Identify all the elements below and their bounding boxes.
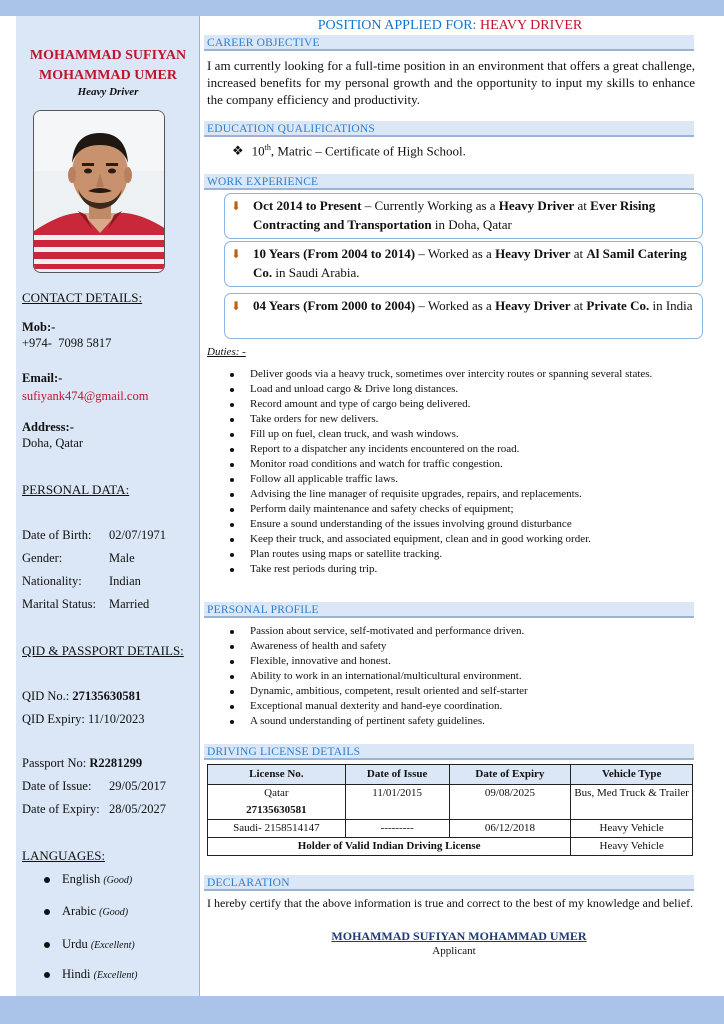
table-cell: 09/08/2025: [449, 785, 571, 820]
list-item: Exceptional manual dexterity and hand-eye coordination.: [230, 699, 696, 714]
work-period: 04 Years (From 2000 to 2004): [253, 298, 416, 313]
column-header: Date of Issue: [345, 765, 449, 785]
signature-name: MOHAMMAD SUFIYAN MOHAMMAD UMER: [331, 929, 587, 943]
personal-value: Indian: [109, 574, 141, 588]
education-grade: 10: [251, 143, 265, 159]
work-period: Oct 2014 to Present: [253, 198, 362, 213]
language-item: [44, 904, 128, 919]
contact-heading: CONTACT DETAILS:: [22, 290, 143, 305]
passport-number: [22, 756, 142, 771]
education-item: [232, 143, 466, 159]
work-item: [224, 241, 703, 287]
bullet-icon: [44, 877, 50, 883]
arrow-bullet-icon: ⬇: [231, 299, 242, 313]
work-period: 10 Years (From 2004 to 2014): [253, 246, 416, 261]
position-label: POSITION APPLIED FOR:: [317, 18, 480, 33]
education-heading: EDUCATION QUALIFICATIONS: [204, 121, 694, 137]
language-level: (Excellent): [90, 940, 135, 951]
list-item: A sound understanding of pertinent safety guidelines.: [230, 714, 696, 729]
qid-number-label: QID No.:: [22, 689, 73, 703]
address-value: Doha, Qatar: [22, 436, 84, 450]
career-objective-heading: CAREER OBJECTIVE: [204, 35, 694, 51]
work-text: at: [570, 246, 587, 261]
personal-row-nationality: [22, 574, 198, 589]
list-item: Passion about service, self-motivated and performance driven.: [230, 624, 696, 639]
passport-number-label: Passport No:: [22, 756, 90, 770]
table-cell: Heavy Vehicle: [571, 820, 693, 838]
position-title: [204, 18, 696, 34]
table-row: [208, 838, 693, 856]
personal-key: Nationality:: [22, 574, 82, 588]
education-grade-suffix: th: [264, 143, 271, 152]
language-item: [44, 967, 137, 982]
diamond-bullet-icon: ❖: [232, 143, 244, 159]
work-place: in Doha, Qatar: [431, 217, 512, 232]
work-place: in Saudi Arabia.: [272, 265, 360, 280]
list-item: Fill up on fuel, clean truck, and wash windows.: [230, 427, 696, 442]
declaration-heading: DECLARATION: [204, 875, 694, 891]
top-band: [0, 0, 724, 16]
table-cell: Heavy Vehicle: [571, 838, 693, 856]
work-text: – Worked as a: [415, 246, 496, 261]
name-line-1: MOHAMMAD SUFIYAN: [29, 48, 187, 63]
list-item: Ensure a sound understanding of the issues involving ground disturbance: [230, 517, 696, 532]
work-role: Heavy Driver: [498, 198, 575, 213]
list-item: Advising the line manager of requisite upgrades, repairs, and replacements.: [230, 487, 696, 502]
languages-heading: LANGUAGES:: [22, 848, 106, 863]
career-objective-text: I am currently looking for a full-time position in an environment that offers a great challenge, increased benefits for my personal growth and the opportunity to input my skills to enhance the company efficiency and productivity.: [207, 58, 695, 107]
language-level: (Good): [99, 907, 129, 918]
table-row: [208, 820, 693, 838]
column-header: License No.: [208, 765, 346, 785]
passport-issue: [22, 779, 198, 794]
work-role: Heavy Driver: [495, 246, 571, 261]
list-item: Ability to work in an international/multicultural environment.: [230, 669, 696, 684]
work-item: [224, 193, 703, 239]
list-item: Load and unload cargo & Drive long distances.: [230, 382, 696, 397]
license-heading: DRIVING LICENSE DETAILS: [204, 744, 694, 760]
address-label: Address:-: [22, 420, 74, 434]
personal-profile-list: [230, 624, 696, 729]
personal-row-gender: [22, 551, 198, 566]
qid-number: [22, 689, 141, 704]
qid-number-value: 27135630581: [72, 689, 142, 703]
list-item: Deliver goods via a heavy truck, sometimes over intercity routes or spanning several states.: [230, 367, 696, 382]
profile-photo: [33, 110, 165, 273]
bottom-band: [0, 996, 724, 1024]
list-item: Record amount and type of cargo being delivered.: [230, 397, 696, 412]
personal-profile-heading: PERSONAL PROFILE: [204, 602, 694, 618]
list-item: Follow all applicable traffic laws.: [230, 472, 696, 487]
language-name: Arabic: [62, 904, 100, 918]
list-item: Report to a dispatcher any incidents encountered on the road.: [230, 442, 696, 457]
passport-expiry-key: Date of Expiry:: [22, 802, 100, 816]
qid-heading: QID & PASSPORT DETAILS:: [22, 643, 184, 658]
list-item: Dynamic, ambitious, competent, result oriented and self-starter: [230, 684, 696, 699]
bullet-icon: [44, 942, 50, 948]
personal-heading: PERSONAL DATA:: [22, 482, 130, 497]
personal-key: Date of Birth:: [22, 528, 92, 542]
table-row: [208, 785, 693, 820]
candidate-role: Heavy Driver: [77, 86, 139, 98]
work-text: – Currently Working as a: [361, 198, 499, 213]
name-line-2: MOHAMMAD UMER: [38, 68, 178, 83]
language-item: [44, 872, 132, 887]
duties-list: [230, 367, 696, 577]
table-cell: Holder of Valid Indian Driving License: [208, 838, 571, 856]
list-item: Take orders for new delivers.: [230, 412, 696, 427]
table-cell: Saudi- 2158514147: [208, 820, 346, 838]
list-item: Keep their truck, and associated equipment, clean and in good working order.: [230, 532, 696, 547]
bullet-icon: [44, 972, 50, 978]
passport-number-value: R2281299: [89, 756, 143, 770]
language-item: [44, 937, 135, 952]
portrait-image: [34, 111, 165, 273]
work-place: in India: [649, 298, 693, 313]
personal-value: 02/07/1971: [109, 528, 166, 542]
education-detail: , Matric – Certificate of High School.: [270, 143, 466, 159]
mobile-value: +974- 7098 5817: [22, 336, 112, 350]
work-text: at: [570, 298, 587, 313]
signature-role: Applicant: [432, 945, 476, 957]
table-cell: 11/01/2015: [345, 785, 449, 820]
work-role: Heavy Driver: [495, 298, 571, 313]
work-company: Ever Rising Contracting and Transportation: [253, 198, 656, 232]
table-cell: [208, 785, 346, 820]
language-name: Hindi: [62, 967, 94, 981]
passport-issue-key: Date of Issue:: [22, 779, 92, 793]
personal-row-marital: [22, 597, 198, 612]
work-experience-heading: WORK EXPERIENCE: [204, 174, 694, 190]
language-level: (Good): [103, 875, 133, 886]
work-text: – Worked as a: [415, 298, 496, 313]
arrow-bullet-icon: ⬇: [231, 199, 242, 213]
personal-row-dob: [22, 528, 198, 543]
table-cell: 06/12/2018: [449, 820, 571, 838]
email-label: Email:-: [22, 371, 63, 385]
work-company: Al Samil Catering Co.: [253, 246, 687, 280]
list-item: Awareness of health and safety: [230, 639, 696, 654]
list-item: Flexible, innovative and honest.: [230, 654, 696, 669]
duties-label: Duties: -: [207, 346, 246, 358]
qid-expiry: QID Expiry: 11/10/2023: [22, 712, 145, 726]
personal-key: Gender:: [22, 551, 63, 565]
position-value: HEAVY DRIVER: [479, 18, 583, 33]
license-table: [207, 764, 693, 856]
mobile-label: Mob:-: [22, 320, 56, 334]
personal-key: Marital Status:: [22, 597, 96, 611]
list-item: Take rest periods during trip.: [230, 562, 696, 577]
table-cell: Bus, Med Truck & Trailer: [571, 785, 693, 820]
list-item: Plan routes using maps or satellite tracking.: [230, 547, 696, 562]
language-name: English: [62, 872, 104, 886]
list-item: Perform daily maintenance and safety checks of equipment;: [230, 502, 696, 517]
declaration-text: I hereby certify that the above information is true and correct to the best of my knowledge and belief.: [207, 896, 694, 910]
column-header: Vehicle Type: [571, 765, 693, 785]
candidate-name: [16, 46, 200, 86]
bullet-icon: [44, 909, 50, 915]
sidebar: [16, 16, 200, 996]
license-number: 27135630581: [246, 804, 307, 816]
passport-expiry: [22, 802, 198, 817]
work-item: [224, 293, 703, 339]
work-company: Private Co.: [586, 298, 650, 313]
table-cell: ---------: [345, 820, 449, 838]
language-name: Urdu: [62, 937, 91, 951]
arrow-bullet-icon: ⬇: [231, 247, 242, 261]
table-header-row: [208, 765, 693, 785]
personal-value: Male: [109, 551, 135, 565]
license-country: Qatar: [264, 787, 289, 799]
email-link[interactable]: sufiyank474@gmail.com: [22, 389, 149, 403]
personal-value: Married: [109, 597, 150, 611]
passport-expiry-value: 28/05/2027: [109, 802, 166, 816]
column-header: Date of Expiry: [449, 765, 571, 785]
language-level: (Excellent): [93, 970, 138, 981]
passport-issue-value: 29/05/2017: [109, 779, 166, 793]
list-item: Monitor road conditions and watch for traffic congestion.: [230, 457, 696, 472]
work-text: at: [574, 198, 591, 213]
